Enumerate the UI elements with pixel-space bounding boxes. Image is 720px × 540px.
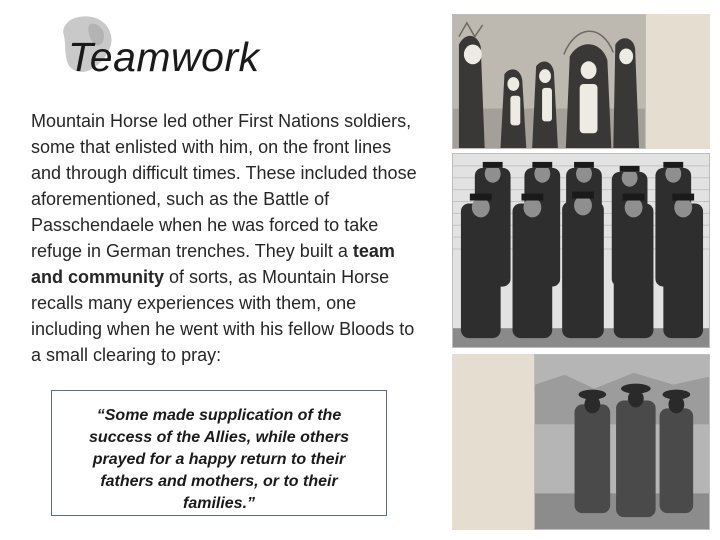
photo-three-soldiers — [534, 354, 710, 530]
body-text-part-1: Mountain Horse led other First Nations soldiers, some that enlisted with him, on the front lines and through difficult times. These included those aforementioned, such as the Battle of Passchendaele when he was forced to take refuge in German trenches. They built a — [31, 111, 417, 261]
photo-soldiers-group — [452, 153, 710, 348]
photo-ceremonial-group — [452, 14, 646, 149]
body-text-part-2: of sorts, as Mountain Horse recalls many experiences with them, one including when he went with his fellow Bloods to a small clearing to pray: — [31, 267, 415, 365]
quote-text: “Some made supplication of the success of the Allies, while others prayed for a happy return to their fathers and mothers, or to their families.” — [89, 407, 349, 512]
body-bold-phrase: team and community — [31, 241, 395, 287]
body-paragraph — [31, 108, 423, 368]
quote-box — [51, 390, 387, 516]
beige-panel-bottom-left — [452, 354, 534, 530]
slide-title: Teamwork — [68, 34, 260, 80]
